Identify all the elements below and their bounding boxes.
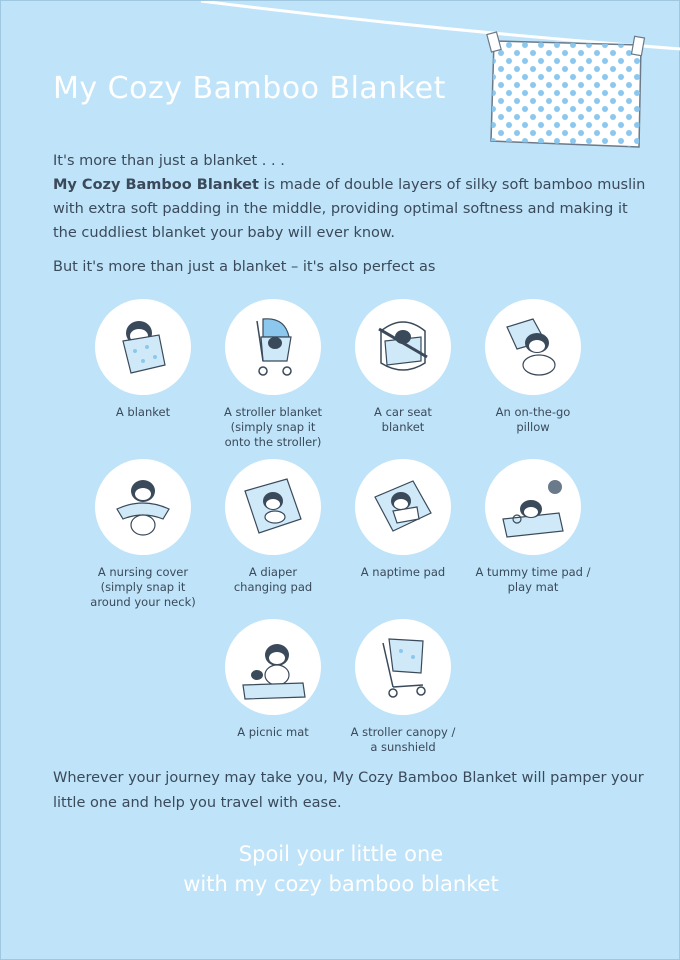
use-item-pillow [463, 299, 603, 435]
intro-body: is made of double layers of silky soft bamboo muslin with extra soft padding in the middle, providing optimal softness and making it the cuddliest blanket your baby will ever know. [53, 177, 646, 241]
stroller-canopy-icon [363, 627, 443, 707]
penguin-wrapped-blanket-icon [103, 307, 183, 387]
use-item-play-mat [463, 459, 603, 595]
use-label: A picnic mat [237, 725, 309, 739]
picnic-mat-icon [233, 627, 313, 707]
use-item-nursing-cover [73, 459, 213, 610]
tagline-line: Spoil your little one [238, 842, 444, 866]
use-circle [485, 299, 581, 395]
uses-lead: But it's more than just a blanket – it's also perfect as [53, 259, 436, 275]
use-item-diaper-pad [203, 459, 343, 595]
use-label: A diaper changing pad [233, 565, 313, 594]
page-title: My Cozy Bamboo Blanket [53, 71, 446, 107]
use-circle [225, 459, 321, 555]
tagline [1, 839, 680, 899]
use-circle [355, 619, 451, 715]
use-label: A blanket [115, 405, 171, 419]
intro-paragraph [53, 173, 653, 245]
use-item-blanket [73, 299, 213, 420]
brand-name: My Cozy Bamboo Blanket [53, 177, 259, 193]
intro-text [53, 149, 653, 245]
use-circle [225, 619, 321, 715]
use-label: A nursing cover (simply snap it around your neck) [90, 565, 196, 609]
nursing-cover-icon [103, 467, 183, 547]
use-item-naptime-pad [333, 459, 473, 580]
use-circle [355, 459, 451, 555]
outro-text: Wherever your journey may take you, My Cozy Bamboo Blanket will pamper your little one and help you travel with ease. [53, 770, 644, 811]
use-label: A car seat blanket [374, 405, 432, 434]
use-circle [225, 299, 321, 395]
tagline-line: with my cozy bamboo blanket [183, 872, 499, 896]
stroller-blanket-icon [233, 307, 313, 387]
play-mat-icon [493, 467, 573, 547]
pillow-icon [493, 307, 573, 387]
use-item-picnic-mat [203, 619, 343, 740]
use-item-car-seat [333, 299, 473, 435]
diaper-pad-icon [233, 467, 313, 547]
use-label: A naptime pad [360, 565, 446, 579]
car-seat-icon [363, 307, 443, 387]
use-label: A tummy time pad / play mat [475, 565, 591, 594]
use-label: A stroller blanket (simply snap it onto the stroller) [223, 405, 323, 449]
intro-line: It's more than just a blanket . . . [53, 153, 285, 169]
use-circle [485, 459, 581, 555]
use-label: A stroller canopy / a sunshield [350, 725, 456, 754]
naptime-pad-icon [363, 467, 443, 547]
use-item-stroller-canopy [333, 619, 473, 755]
use-circle [95, 299, 191, 395]
use-label: An on-the-go pillow [495, 405, 571, 434]
use-item-stroller-blanket [203, 299, 343, 450]
use-circle [355, 299, 451, 395]
use-circle [95, 459, 191, 555]
